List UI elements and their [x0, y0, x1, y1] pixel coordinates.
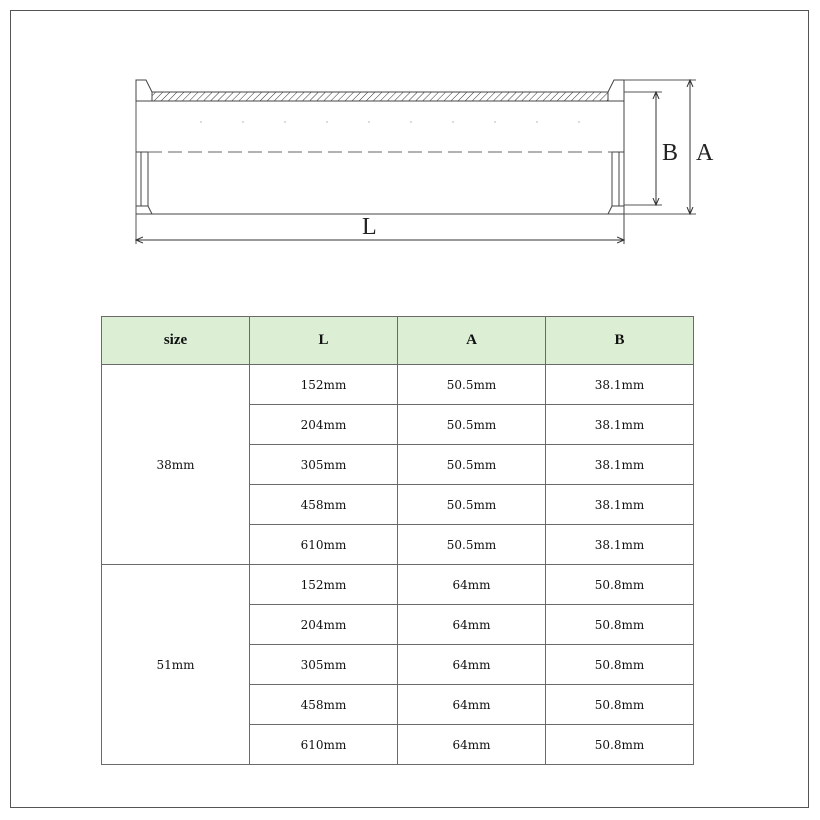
a-cell: 64mm [398, 565, 546, 605]
l-cell: 458mm [250, 485, 398, 525]
b-cell: 38.1mm [546, 445, 694, 485]
left-flange [136, 80, 152, 214]
size-cell: 38mm [102, 365, 250, 565]
pipe-wall-section [152, 92, 608, 101]
header-size: size [102, 317, 250, 365]
a-cell: 50.5mm [398, 525, 546, 565]
outer-dia-label: A [696, 140, 714, 166]
b-cell: 38.1mm [546, 365, 694, 405]
l-cell: 610mm [250, 525, 398, 565]
length-label: L [362, 214, 377, 240]
a-cell: 64mm [398, 685, 546, 725]
table-header-row [102, 317, 694, 365]
b-cell: 50.8mm [546, 725, 694, 765]
b-cell: 50.8mm [546, 605, 694, 645]
a-cell: 50.5mm [398, 485, 546, 525]
b-cell: 38.1mm [546, 485, 694, 525]
table-row [102, 365, 694, 405]
a-cell: 64mm [398, 605, 546, 645]
a-cell: 50.5mm [398, 405, 546, 445]
a-cell: 50.5mm [398, 365, 546, 405]
b-cell: 38.1mm [546, 405, 694, 445]
b-cell: 38.1mm [546, 525, 694, 565]
l-cell: 305mm [250, 645, 398, 685]
l-cell: 305mm [250, 445, 398, 485]
l-cell: 152mm [250, 565, 398, 605]
size-cell: 51mm [102, 565, 250, 765]
b-cell: 50.8mm [546, 645, 694, 685]
l-cell: 610mm [250, 725, 398, 765]
header-b: B [546, 317, 694, 365]
l-cell: 458mm [250, 685, 398, 725]
right-flange [608, 80, 624, 244]
inner-dia-label: B [662, 140, 679, 166]
l-cell: 204mm [250, 405, 398, 445]
header-a: A [398, 317, 546, 365]
table-row [102, 565, 694, 605]
l-cell: 152mm [250, 365, 398, 405]
a-cell: 64mm [398, 725, 546, 765]
header-l: L [250, 317, 398, 365]
a-cell: 50.5mm [398, 445, 546, 485]
spec-table [101, 316, 694, 765]
a-cell: 64mm [398, 645, 546, 685]
b-cell: 50.8mm [546, 565, 694, 605]
b-cell: 50.8mm [546, 685, 694, 725]
l-cell: 204mm [250, 605, 398, 645]
pipe-drawing [0, 0, 820, 300]
